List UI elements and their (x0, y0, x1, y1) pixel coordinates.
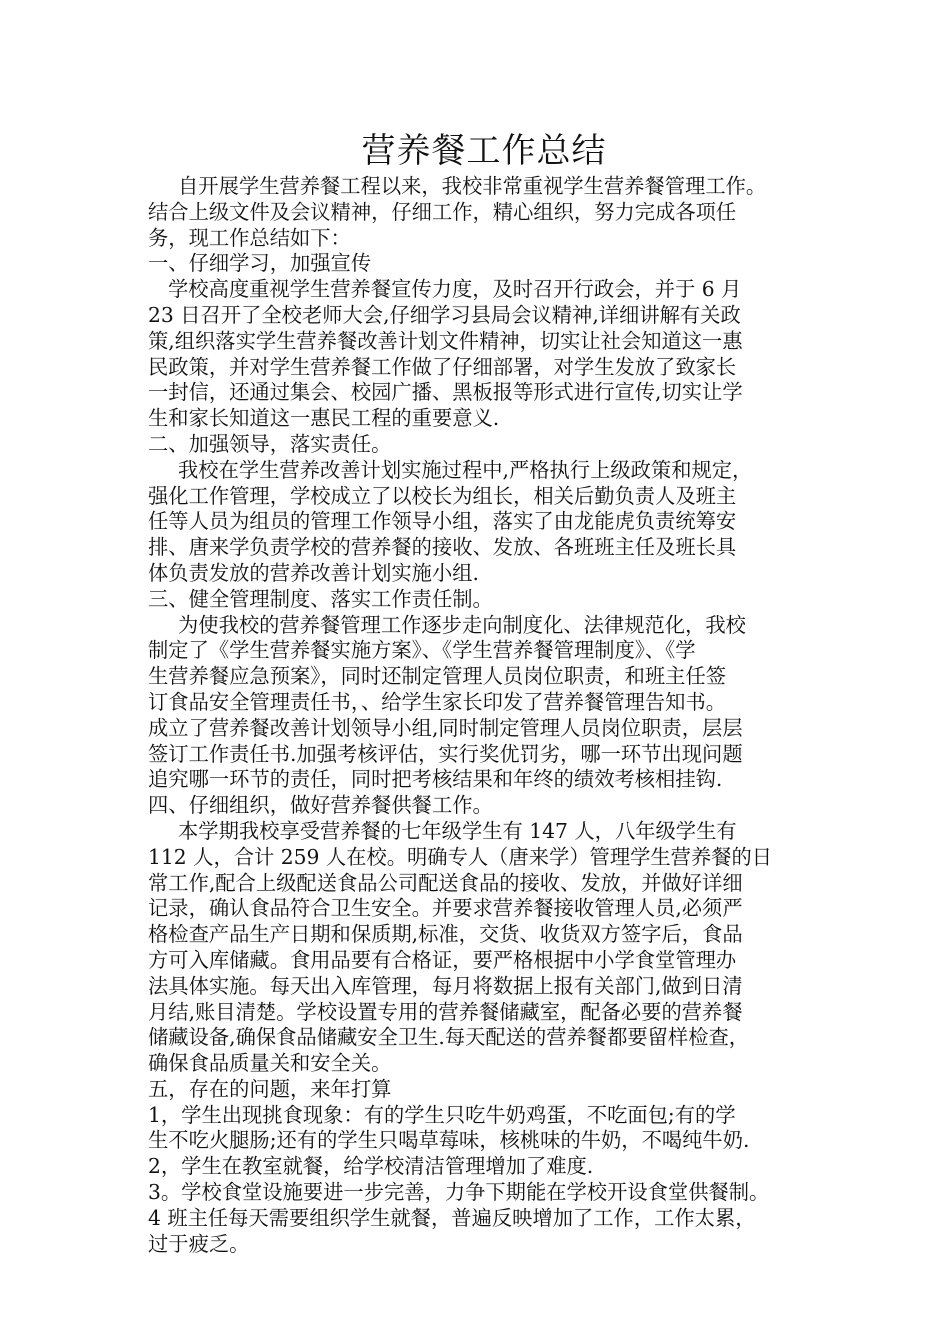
paragraph-line: 法具体实施。每天出入库管理，每月将数据上报有关部门,做到日清 (148, 973, 743, 998)
paragraph-line: 学校高度重视学生营养餐宣传力度，及时召开行政会，并于 6 月 (168, 277, 742, 302)
paragraph-line: 本学期我校享受营养餐的七年级学生有 147 人，八年级学生有 (178, 818, 737, 843)
paragraph-line: 制定了《学生营养餐实施方案》、《学生营养餐管理制度》、《学 (148, 638, 696, 663)
paragraph-line: 我校在学生营养改善计划实施过程中,严格执行上级政策和规定， (178, 457, 753, 482)
list-item: 过于疲乏。 (148, 1231, 250, 1256)
paragraph-line: 记录，确认食品符合卫生安全。并要求营养餐接收管理人员,必须严 (148, 896, 743, 921)
section-heading: 三、健全管理制度、落实工作责任制。 (148, 586, 493, 611)
paragraph-line: 自开展学生营养餐工程以来，我校非常重视学生营养餐管理工作。 (178, 174, 767, 198)
paragraph-line: 为使我校的营养餐管理工作逐步走向制度化、法律规范化，我校 (178, 612, 746, 637)
paragraph-line: 体负责发放的营养改善计划实施小组. (148, 560, 479, 585)
paragraph-line: 订食品安全管理责任书，、给学生家长印发了营养餐管理告知书。 (148, 689, 727, 714)
paragraph-line: 结合上级文件及会议精神，仔细工作，精心组织，努力完成各项任 (148, 199, 737, 224)
paragraph-line: 23 日召开了全校老师大会,仔细学习县局会议精神,详细讲解有关政 (148, 302, 741, 327)
list-item: 生不吃火腿肠;还有的学生只喝草莓味，核桃味的牛奶，不喝纯牛奶. (148, 1128, 750, 1153)
paragraph-line: 签订工作责任书.加强考核评估，实行奖优罚劣，哪一环节出现问题 (148, 741, 743, 766)
paragraph-line: 生营养餐应急预案》，同时还制定管理人员岗位职责，和班主任签 (148, 664, 727, 689)
paragraph-line: 策,组织落实学生营养餐改善计划文件精神，切实让社会知道这一惠 (148, 328, 743, 353)
list-item: 4 班主任每天需要组织学生就餐，普遍反映增加了工作，工作太累， (148, 1205, 756, 1230)
paragraph-line: 一封信，还通过集会、校园广播、黑板报等形式进行宣传,切实让学 (148, 380, 743, 405)
paragraph-line: 生和家长知道这一惠民工程的重要意义. (148, 406, 500, 431)
section-heading: 一、仔细学习，加强宣传 (148, 251, 372, 276)
paragraph-line: 民政策，并对学生营养餐工作做了仔细部署，对学生发放了致家长 (148, 354, 737, 379)
paragraph-line: 任等人员为组员的管理工作领导小组，落实了由龙能虎负责统筹安 (148, 509, 737, 534)
paragraph-line: 月结,账目清楚。学校设置专用的营养餐储藏室，配备必要的营养餐 (148, 999, 743, 1024)
paragraph-line: 强化工作管理，学校成立了以校长为组长，相关后勤负责人及班主 (148, 483, 737, 508)
document-title: 营养餐工作总结 (361, 131, 607, 171)
paragraph-line: 方可入库储藏。食用品要有合格证，要严格根据中小学食堂管理办 (148, 947, 737, 972)
paragraph-line: 追究哪一环节的责任，同时把考核结果和年终的绩效考核相挂钩. (148, 767, 723, 792)
list-item: 1，学生出现挑食现象：有的学生只吃牛奶鸡蛋，不吃面包;有的学 (148, 1102, 736, 1127)
paragraph-line: 确保食品质量关和安全关。 (148, 1051, 392, 1076)
paragraph-line: 排、唐来学负责学校的营养餐的接收、发放、各班班主任及班长具 (148, 535, 737, 560)
paragraph-line: 112 人，合计 259 人在校。明确专人（唐来学）管理学生营养餐的日 (148, 844, 773, 869)
list-item: 3。学校食堂设施要进一步完善，力争下期能在学校开设食堂供餐制。 (148, 1180, 770, 1205)
paragraph-line: 储藏设备,确保食品储藏安全卫生.每天配送的营养餐都要留样检查， (148, 1025, 750, 1050)
list-item: 2，学生在教室就餐，给学校清洁管理增加了难度. (148, 1154, 594, 1179)
section-heading: 四、仔细组织，做好营养餐供餐工作。 (148, 793, 493, 818)
paragraph-line: 成立了营养餐改善计划领导小组,同时制定管理人员岗位职责，层层 (148, 715, 743, 740)
section-heading: 五，存在的问题，来年打算 (148, 1076, 392, 1101)
document-body (148, 174, 820, 1257)
paragraph-line: 格检查产品生产日期和保质期,标准，交货、收货双方签字后，食品 (148, 922, 743, 947)
section-heading: 二、加强领导，落实责任。 (148, 431, 392, 456)
paragraph-line: 务，现工作总结如下： (148, 225, 351, 250)
document-page (148, 128, 820, 1257)
paragraph-line: 常工作,配合上级配送食品公司配送食品的接收、发放，并做好详细 (148, 870, 743, 895)
